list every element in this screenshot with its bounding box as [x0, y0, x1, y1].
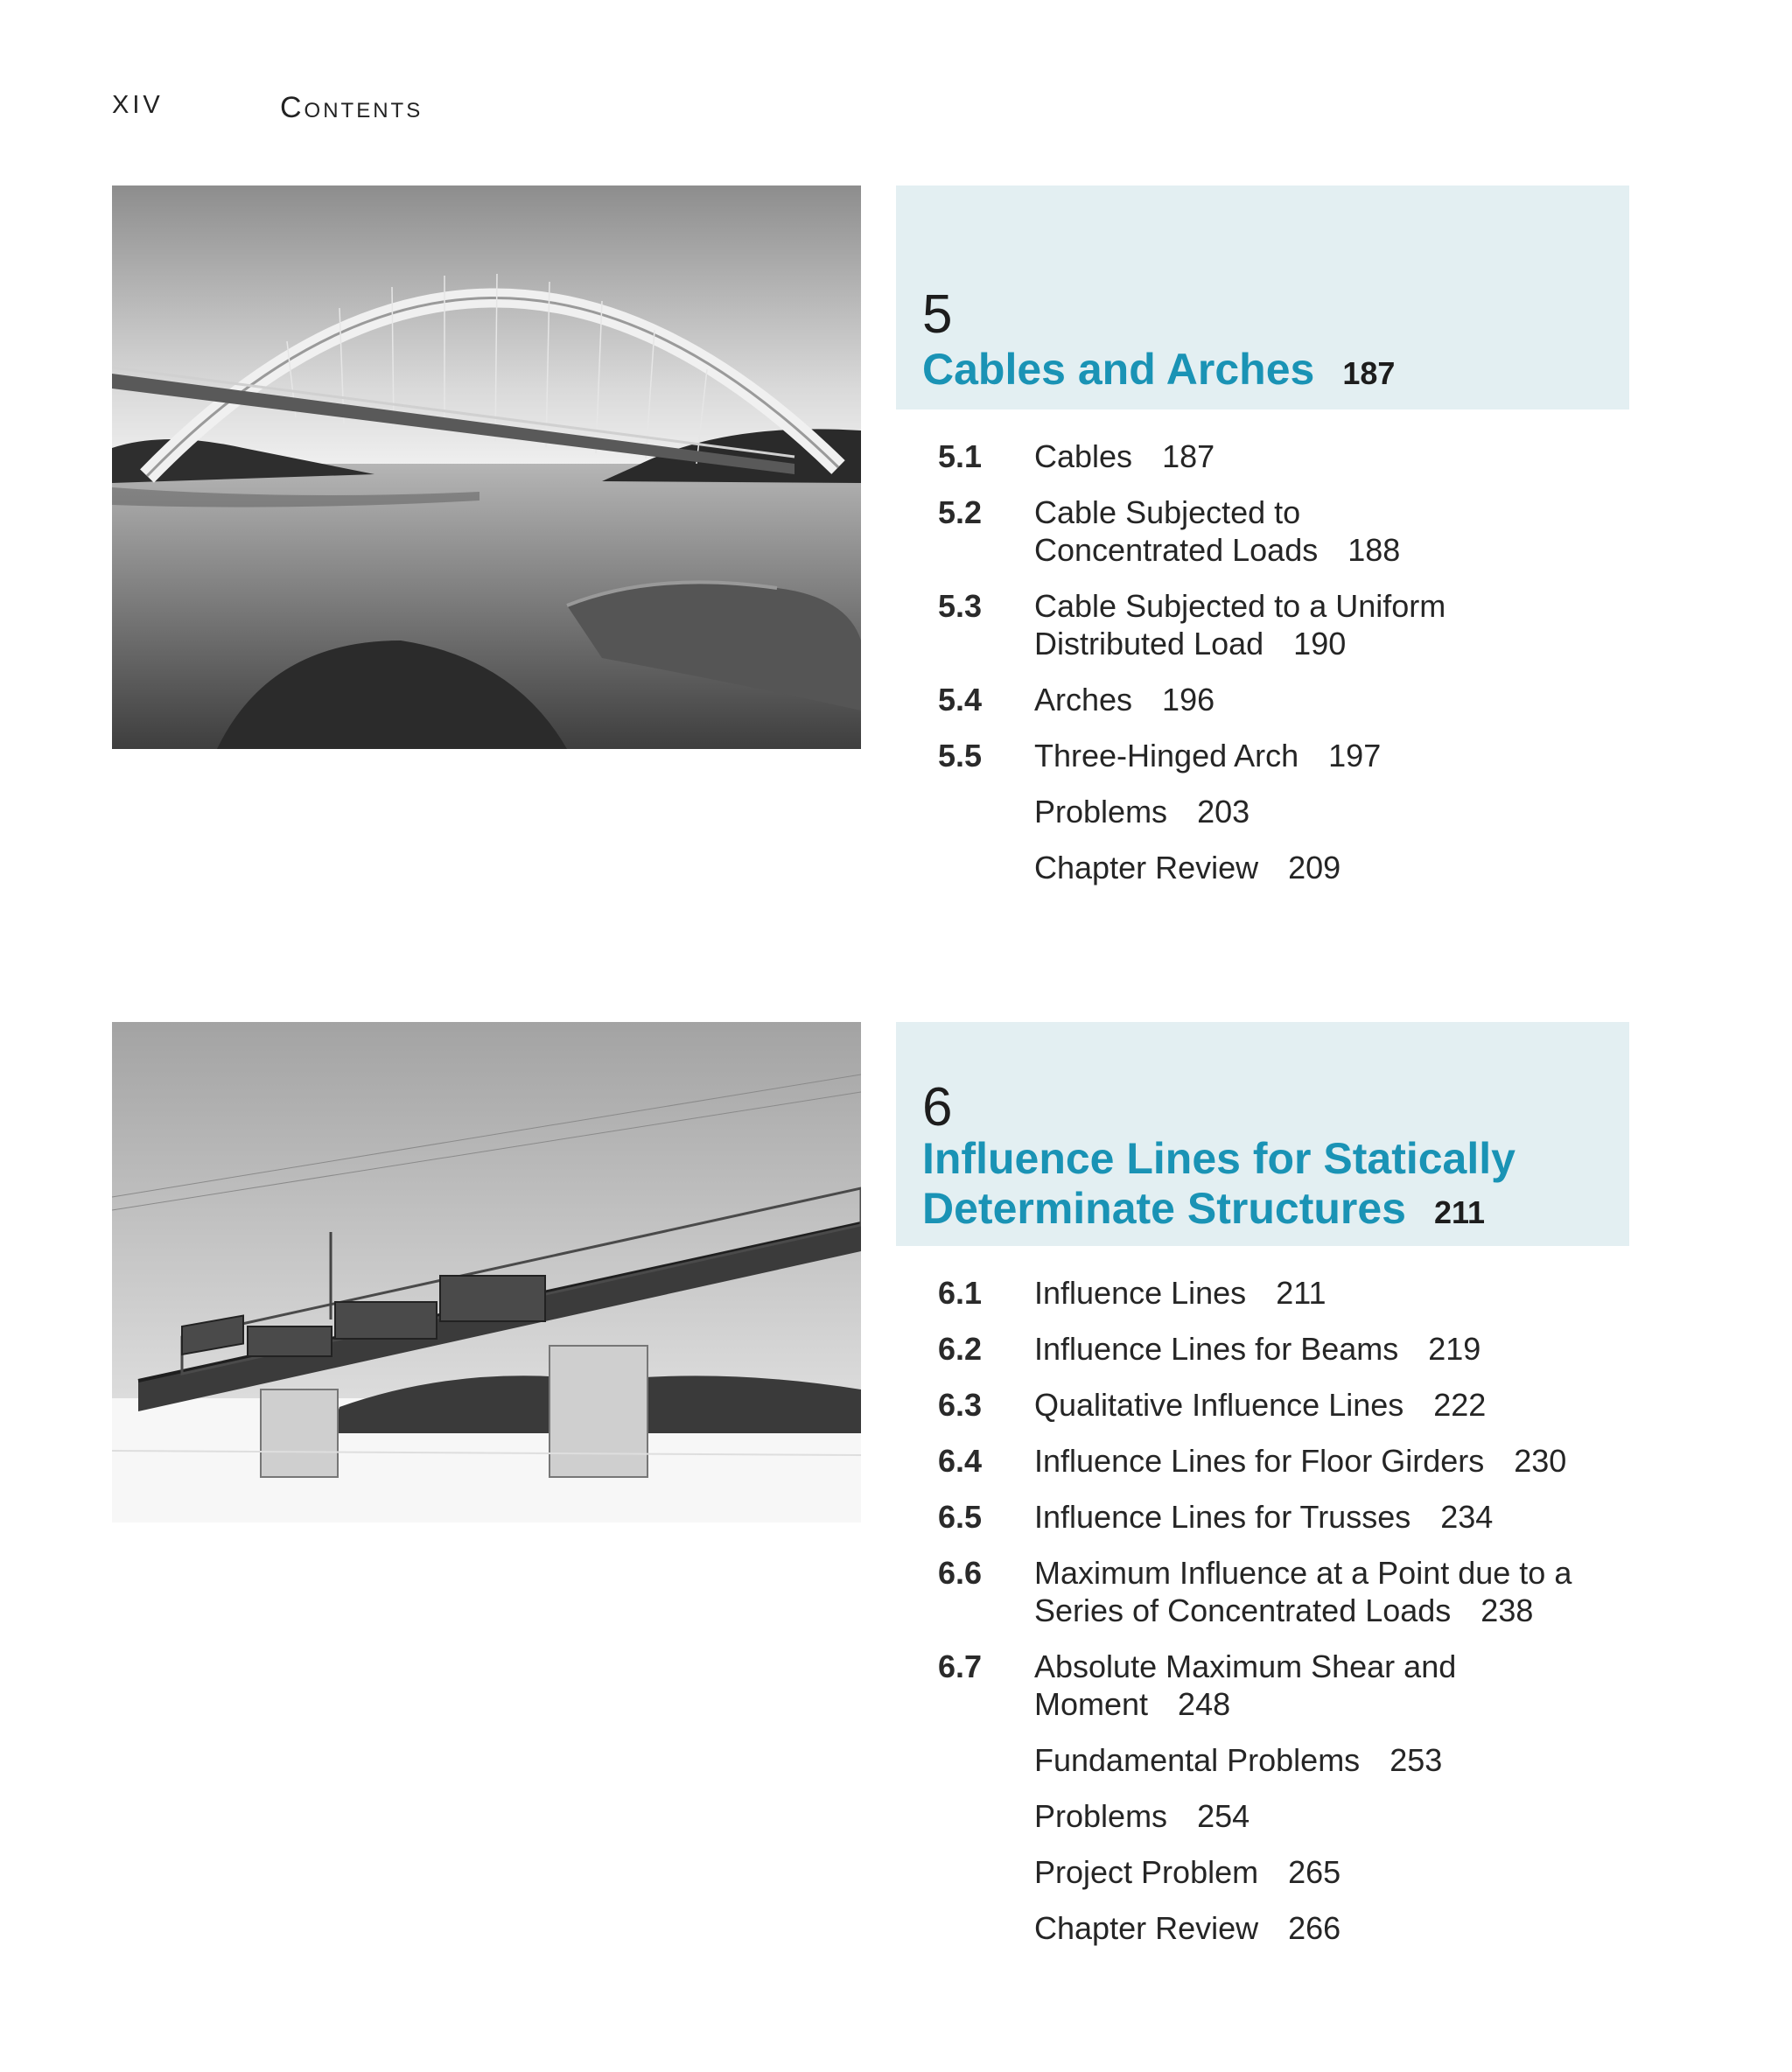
section-page: 188 [1348, 532, 1401, 568]
chapter-6-toc [896, 1274, 1648, 1947]
section-title: Qualitative Influence Lines [1034, 1387, 1404, 1423]
section-page: 190 [1293, 626, 1347, 662]
section-title-line-2: Concentrated Loads [1034, 532, 1319, 568]
chapter-6-header [896, 1022, 1629, 1246]
section-title: Influence Lines [1034, 1275, 1247, 1311]
section-title-line-2: Moment [1034, 1686, 1149, 1722]
chapter-5-page: 187 [1342, 355, 1396, 391]
toc-entry-6-project-problem[interactable] [896, 1853, 1648, 1891]
section-title-line-2: Series of Concentrated Loads [1034, 1592, 1452, 1628]
section-title-line-1: Cable Subjected to a Uniform [1034, 588, 1446, 624]
railway-bridge-photo [112, 1022, 861, 1522]
section-number: 6.7 [938, 1648, 983, 1684]
section-page: 203 [1197, 794, 1250, 830]
section-title: Chapter Review [1034, 1910, 1259, 1946]
section-title: Influence Lines for Beams [1034, 1331, 1399, 1367]
chapter-5-title-block[interactable] [922, 345, 1395, 398]
toc-entry-5-chapter-review[interactable] [896, 849, 1648, 886]
section-page: 209 [1288, 850, 1341, 886]
section-number: 5.1 [938, 438, 983, 474]
section-page: 219 [1428, 1331, 1481, 1367]
toc-entry-5-5[interactable] [896, 737, 1648, 774]
section-title: Arches [1034, 682, 1133, 718]
toc-entry-6-4[interactable] [896, 1442, 1648, 1480]
toc-entry-6-fundamental-problems[interactable] [896, 1741, 1648, 1779]
section-title: Problems [1034, 1798, 1168, 1834]
toc-entry-6-7[interactable] [896, 1648, 1648, 1723]
section-page: 266 [1288, 1910, 1341, 1946]
chapter-5-title: Cables and Arches [922, 345, 1315, 394]
toc-entry-6-problems[interactable] [896, 1797, 1648, 1835]
toc-entry-6-5[interactable] [896, 1498, 1648, 1536]
toc-entry-6-1[interactable] [896, 1274, 1648, 1312]
section-title: Fundamental Problems [1034, 1742, 1361, 1778]
section-page: 197 [1328, 738, 1382, 774]
section-number: 6.1 [938, 1275, 983, 1311]
arch-bridge-photo [112, 186, 861, 749]
running-head-title: Contents [280, 91, 424, 124]
page-folio: XIV [112, 91, 164, 119]
section-number: 6.6 [938, 1555, 983, 1591]
section-page: 254 [1197, 1798, 1250, 1834]
chapter-6-page: 211 [1433, 1194, 1486, 1230]
section-title: Problems [1034, 794, 1168, 830]
section-page: 211 [1276, 1275, 1326, 1311]
section-number: 6.2 [938, 1331, 983, 1367]
section-title-line-2: Distributed Load [1034, 626, 1264, 662]
section-title: Influence Lines for Floor Girders [1034, 1443, 1485, 1479]
section-title: Influence Lines for Trusses [1034, 1499, 1411, 1535]
section-page: 265 [1288, 1854, 1341, 1890]
toc-entry-6-2[interactable] [896, 1330, 1648, 1368]
chapter-6-title-line-1: Influence Lines for Statically [922, 1134, 1516, 1183]
section-page: 248 [1178, 1686, 1231, 1722]
toc-entry-5-2[interactable] [896, 494, 1648, 569]
toc-entry-6-3[interactable] [896, 1386, 1648, 1424]
section-title: Cables [1034, 438, 1133, 474]
section-title: Project Problem [1034, 1854, 1259, 1890]
section-page: 187 [1162, 438, 1215, 474]
section-number: 6.5 [938, 1499, 983, 1535]
section-page: 253 [1390, 1742, 1443, 1778]
section-page: 234 [1440, 1499, 1494, 1535]
section-page: 238 [1480, 1592, 1534, 1628]
section-title-line-1: Absolute Maximum Shear and [1034, 1648, 1457, 1684]
toc-entry-5-problems[interactable] [896, 793, 1648, 830]
toc-entry-5-1[interactable] [896, 438, 1648, 475]
section-number: 6.4 [938, 1443, 983, 1479]
section-page: 222 [1433, 1387, 1487, 1423]
chapter-6-title-line-2: Determinate Structures [922, 1184, 1406, 1233]
chapter-5-header [896, 186, 1629, 410]
section-page: 230 [1514, 1443, 1567, 1479]
section-title-line-1: Maximum Influence at a Point due to a [1034, 1555, 1572, 1591]
section-page: 196 [1162, 682, 1215, 718]
chapter-5-number: 5 [922, 284, 953, 345]
chapter-5-toc [896, 438, 1648, 886]
toc-entry-5-3[interactable] [896, 587, 1648, 662]
toc-entry-6-chapter-review[interactable] [896, 1909, 1648, 1947]
section-number: 5.3 [938, 588, 983, 624]
section-number: 5.2 [938, 494, 983, 530]
section-number: 5.4 [938, 682, 983, 718]
section-number: 5.5 [938, 738, 983, 774]
toc-entry-6-6[interactable] [896, 1554, 1648, 1629]
chapter-6-number: 6 [922, 1077, 953, 1138]
toc-entry-5-4[interactable] [896, 681, 1648, 718]
section-title: Three-Hinged Arch [1034, 738, 1299, 774]
section-title: Chapter Review [1034, 850, 1259, 886]
section-number: 6.3 [938, 1387, 983, 1423]
section-title-line-1: Cable Subjected to [1034, 494, 1301, 530]
chapter-6-title-block[interactable] [922, 1134, 1516, 1237]
